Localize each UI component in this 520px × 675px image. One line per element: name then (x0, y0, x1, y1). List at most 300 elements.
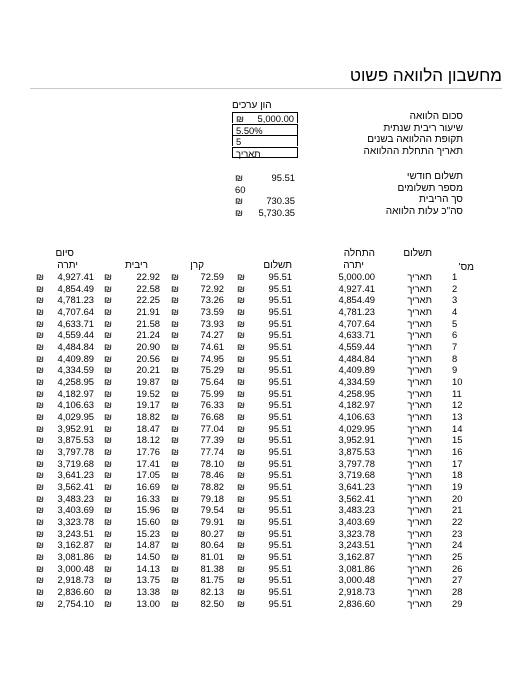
shekel-symbol: ₪ (36, 492, 44, 504)
principal-amount: 72.92 (200, 282, 224, 294)
interest-amount: 19.87 (136, 376, 160, 388)
payment-amount: 95.51 (268, 504, 292, 516)
principal-amount: 82.13 (200, 586, 224, 598)
principal-amount: 73.59 (200, 306, 224, 317)
payment-amount: 95.51 (268, 329, 292, 341)
shekel-symbol: ₪ (171, 457, 179, 469)
start-balance: 3,243.51 (338, 539, 375, 551)
field-value-box[interactable] (232, 195, 298, 206)
shekel-symbol: ₪ (104, 504, 112, 516)
end-balance: 3,483.23 (57, 492, 94, 504)
shekel-symbol: ₪ (36, 317, 44, 329)
end-balance: 3,000.48 (57, 562, 94, 574)
principal-amount: 76.33 (200, 399, 224, 411)
shekel-symbol: ₪ (36, 411, 44, 423)
shekel-symbol: ₪ (36, 271, 44, 282)
shekel-symbol: ₪ (237, 329, 245, 341)
title-divider (30, 88, 502, 89)
header-payment-date: תשלום (403, 248, 432, 259)
payment-amount: 95.51 (268, 411, 292, 423)
start-balance: 3,162.87 (338, 551, 375, 563)
row-number: 6 (452, 329, 458, 341)
interest-amount: 13.00 (136, 597, 160, 609)
table-row (0, 411, 520, 423)
payment-amount: 95.51 (268, 551, 292, 563)
shekel-symbol: ₪ (171, 376, 179, 388)
shekel-symbol: ₪ (237, 492, 245, 504)
end-balance: 4,029.95 (57, 411, 94, 423)
start-balance: 3,323.78 (338, 527, 375, 539)
row-number: 3 (452, 294, 458, 306)
shekel-symbol: ₪ (235, 172, 243, 183)
shekel-symbol: ₪ (36, 469, 44, 481)
shekel-symbol: ₪ (104, 446, 112, 458)
shekel-symbol: ₪ (237, 364, 245, 376)
interest-amount: 17.76 (136, 446, 160, 458)
payment-amount: 95.51 (268, 492, 292, 504)
row-number: 22 (452, 516, 463, 528)
table-row (0, 563, 520, 575)
table-row (0, 423, 520, 435)
payment-amount: 95.51 (268, 352, 292, 364)
start-balance: 3,483.23 (338, 504, 375, 516)
start-balance: 3,641.23 (338, 481, 375, 493)
payment-date: תאריך (407, 294, 432, 306)
header-principal: קרן (190, 260, 204, 271)
header-end-balance-line2: יתרה (57, 260, 78, 271)
shekel-symbol: ₪ (36, 516, 44, 528)
shekel-symbol: ₪ (36, 527, 44, 539)
shekel-symbol: ₪ (36, 341, 44, 353)
shekel-symbol: ₪ (104, 434, 112, 446)
shekel-symbol: ₪ (171, 469, 179, 481)
shekel-symbol: ₪ (237, 551, 245, 563)
payment-amount: 95.51 (268, 481, 292, 493)
payment-amount: 95.51 (268, 282, 292, 294)
shekel-symbol: ₪ (237, 317, 245, 329)
shekel-symbol: ₪ (104, 306, 112, 317)
payment-date: תאריך (407, 434, 432, 446)
shekel-symbol: ₪ (237, 422, 245, 434)
interest-amount: 21.58 (136, 317, 160, 329)
shekel-symbol: ₪ (237, 562, 245, 574)
table-row (0, 376, 520, 388)
end-balance: 4,484.84 (57, 341, 94, 353)
shekel-symbol: ₪ (171, 387, 179, 399)
principal-amount: 79.54 (200, 504, 224, 516)
table-row (0, 574, 520, 586)
end-balance: 3,403.69 (57, 504, 94, 516)
shekel-symbol: ₪ (237, 597, 245, 609)
shekel-symbol: ₪ (104, 586, 112, 598)
row-number: 26 (452, 562, 463, 574)
end-balance: 4,854.49 (57, 282, 94, 294)
field-value-box[interactable] (232, 172, 298, 183)
payment-amount: 95.51 (268, 341, 292, 353)
field-value-box[interactable] (232, 112, 298, 123)
shekel-symbol: ₪ (104, 399, 112, 411)
principal-amount: 80.27 (200, 527, 224, 539)
shekel-symbol: ₪ (36, 481, 44, 493)
payment-date: תאריך (407, 411, 432, 423)
row-number: 28 (452, 586, 463, 598)
interest-amount: 17.05 (136, 469, 160, 481)
shekel-symbol: ₪ (104, 562, 112, 574)
field-value: 730.35 (266, 195, 295, 206)
interest-amount: 20.21 (136, 364, 160, 376)
shekel-symbol: ₪ (36, 306, 44, 317)
row-number: 2 (452, 282, 458, 294)
shekel-symbol: ₪ (104, 481, 112, 493)
shekel-symbol: ₪ (104, 574, 112, 586)
shekel-symbol: ₪ (104, 516, 112, 528)
start-balance: 4,182.97 (338, 399, 375, 411)
shekel-symbol: ₪ (237, 446, 245, 458)
start-balance: 4,927.41 (338, 282, 375, 294)
principal-amount: 75.99 (200, 387, 224, 399)
field-value-box[interactable] (232, 184, 298, 195)
payment-date: תאריך (407, 574, 432, 586)
shekel-symbol: ₪ (237, 282, 245, 294)
payment-amount: 95.51 (268, 562, 292, 574)
shekel-symbol: ₪ (104, 352, 112, 364)
field-label: תקופת ההלוואה בשנים (367, 134, 463, 145)
shekel-symbol: ₪ (237, 294, 245, 306)
shekel-symbol: ₪ (36, 586, 44, 598)
payment-date: תאריך (407, 539, 432, 551)
table-row (0, 283, 520, 295)
shekel-symbol: ₪ (36, 574, 44, 586)
table-row (0, 481, 520, 493)
end-balance: 2,836.60 (57, 586, 94, 598)
header-payment: תשלום (263, 260, 292, 271)
shekel-symbol: ₪ (237, 516, 245, 528)
shekel-symbol: ₪ (36, 562, 44, 574)
field-label: סך הריבית (419, 194, 463, 205)
shekel-symbol: ₪ (171, 282, 179, 294)
payment-amount: 95.51 (268, 376, 292, 388)
row-number: 12 (452, 399, 463, 411)
interest-amount: 20.56 (136, 352, 160, 364)
table-row (0, 271, 520, 283)
table-row (0, 493, 520, 505)
payment-date: תאריך (407, 364, 432, 376)
shekel-symbol: ₪ (104, 422, 112, 434)
row-number: 14 (452, 422, 463, 434)
interest-amount: 13.38 (136, 586, 160, 598)
field-label: סה"כ עלות הלוואה (385, 205, 463, 217)
shekel-symbol: ₪ (171, 492, 179, 504)
table-row (0, 364, 520, 376)
shekel-symbol: ₪ (36, 434, 44, 446)
payment-amount: 95.51 (268, 306, 292, 317)
end-balance: 4,409.89 (57, 352, 94, 364)
interest-amount: 14.87 (136, 539, 160, 551)
shekel-symbol: ₪ (237, 306, 245, 317)
row-number: 25 (452, 551, 463, 563)
interest-amount: 15.60 (136, 516, 160, 528)
row-number: 8 (452, 352, 458, 364)
shekel-symbol: ₪ (36, 352, 44, 364)
shekel-symbol: ₪ (171, 504, 179, 516)
shekel-symbol: ₪ (104, 294, 112, 306)
end-balance: 4,633.71 (57, 317, 94, 329)
shekel-symbol: ₪ (171, 364, 179, 376)
end-balance: 4,182.97 (57, 387, 94, 399)
table-row (0, 388, 520, 400)
end-balance: 4,106.63 (57, 399, 94, 411)
end-balance: 3,243.51 (57, 527, 94, 539)
payment-amount: 95.51 (268, 422, 292, 434)
field-value-box[interactable] (232, 147, 298, 158)
payment-amount: 95.51 (268, 446, 292, 458)
shekel-symbol: ₪ (237, 469, 245, 481)
payment-date: תאריך (407, 352, 432, 364)
end-balance: 2,918.73 (57, 574, 94, 586)
payment-amount: 95.51 (268, 399, 292, 411)
table-row (0, 586, 520, 598)
start-balance: 4,106.63 (338, 411, 375, 423)
start-balance: 3,403.69 (338, 516, 375, 528)
shekel-symbol: ₪ (171, 481, 179, 493)
end-balance: 3,797.78 (57, 446, 94, 458)
principal-amount: 81.01 (200, 551, 224, 563)
shekel-symbol: ₪ (237, 387, 245, 399)
header-end-balance-line1: סיום (55, 248, 74, 259)
header-num: מס' (458, 262, 474, 273)
field-value: 5 (236, 136, 242, 147)
interest-amount: 13.75 (136, 574, 160, 586)
payment-date: תאריך (407, 481, 432, 493)
shekel-symbol: ₪ (171, 562, 179, 574)
end-balance: 3,081.86 (57, 551, 94, 563)
row-number: 4 (452, 306, 458, 317)
row-number: 21 (452, 504, 463, 516)
shekel-symbol: ₪ (36, 282, 44, 294)
payment-date: תאריך (407, 586, 432, 598)
row-number: 13 (452, 411, 463, 423)
start-balance: 3,719.68 (338, 469, 375, 481)
payment-date: תאריך (407, 399, 432, 411)
principal-amount: 73.93 (200, 317, 224, 329)
shekel-symbol: ₪ (36, 376, 44, 388)
payment-date: תאריך (407, 597, 432, 609)
payment-date: תאריך (407, 387, 432, 399)
shekel-symbol: ₪ (237, 341, 245, 353)
field-label: תשלום חודשי (406, 171, 463, 182)
interest-amount: 14.13 (136, 562, 160, 574)
shekel-symbol: ₪ (36, 457, 44, 469)
interest-amount: 15.96 (136, 504, 160, 516)
shekel-symbol: ₪ (171, 574, 179, 586)
shekel-symbol: ₪ (104, 551, 112, 563)
principal-amount: 74.95 (200, 352, 224, 364)
interest-amount: 16.69 (136, 481, 160, 493)
row-number: 7 (452, 341, 458, 353)
assets-heading: הון ערכים (232, 100, 272, 111)
field-label: שיעור ריבית שנתית (383, 122, 463, 134)
shekel-symbol: ₪ (237, 539, 245, 551)
principal-amount: 72.59 (200, 271, 224, 282)
row-number: 5 (452, 317, 458, 329)
payment-date: תאריך (407, 317, 432, 329)
shekel-symbol: ₪ (171, 597, 179, 609)
row-number: 24 (452, 539, 463, 551)
payment-date: תאריך (407, 562, 432, 574)
shekel-symbol: ₪ (171, 294, 179, 306)
field-value-box[interactable] (232, 135, 298, 146)
start-balance: 4,854.49 (338, 294, 375, 306)
end-balance: 3,641.23 (57, 469, 94, 481)
row-number: 29 (452, 597, 463, 609)
principal-amount: 78.82 (200, 481, 224, 493)
end-balance: 3,875.53 (57, 434, 94, 446)
shekel-symbol: ₪ (36, 551, 44, 563)
start-balance: 2,836.60 (338, 597, 375, 609)
shekel-symbol: ₪ (237, 271, 245, 282)
payment-amount: 95.51 (268, 294, 292, 306)
shekel-symbol: ₪ (36, 597, 44, 609)
shekel-symbol: ₪ (237, 411, 245, 423)
start-balance: 5,000.00 (338, 271, 375, 282)
start-balance: 3,875.53 (338, 446, 375, 458)
header-start-balance-line2: יתרה (343, 260, 364, 271)
shekel-symbol: ₪ (237, 399, 245, 411)
shekel-symbol: ₪ (235, 195, 243, 206)
payment-date: תאריך (407, 376, 432, 388)
field-label: מספר תשלומים (397, 182, 463, 194)
shekel-symbol: ₪ (104, 539, 112, 551)
start-balance: 4,781.23 (338, 306, 375, 317)
shekel-symbol: ₪ (235, 206, 243, 218)
table-row (0, 446, 520, 458)
shekel-symbol: ₪ (104, 317, 112, 329)
row-number: 9 (452, 364, 458, 376)
shekel-symbol: ₪ (171, 317, 179, 329)
payment-date: תאריך (407, 516, 432, 528)
shekel-symbol: ₪ (237, 457, 245, 469)
end-balance: 3,323.78 (57, 516, 94, 528)
payment-date: תאריך (407, 492, 432, 504)
shekel-symbol: ₪ (36, 364, 44, 376)
table-row (0, 294, 520, 306)
table-row (0, 528, 520, 540)
field-value-box[interactable] (232, 207, 298, 218)
shekel-symbol: ₪ (104, 492, 112, 504)
row-number: 11 (452, 387, 462, 399)
shekel-symbol: ₪ (36, 294, 44, 306)
row-number: 15 (452, 434, 463, 446)
shekel-symbol: ₪ (237, 574, 245, 586)
end-balance: 4,559.44 (57, 329, 94, 341)
start-balance: 3,000.48 (338, 574, 375, 586)
shekel-symbol: ₪ (104, 457, 112, 469)
shekel-symbol: ₪ (171, 446, 179, 458)
field-value-box[interactable] (232, 124, 298, 135)
principal-amount: 74.61 (200, 341, 224, 353)
shekel-symbol: ₪ (104, 597, 112, 609)
shekel-symbol: ₪ (171, 306, 179, 317)
row-number: 20 (452, 492, 463, 504)
header-start-balance-line1: התחלה (343, 248, 375, 259)
shekel-symbol: ₪ (237, 376, 245, 388)
shekel-symbol: ₪ (36, 539, 44, 551)
field-value: 5,730.35 (258, 206, 295, 218)
shekel-symbol: ₪ (104, 387, 112, 399)
table-row (0, 516, 520, 528)
shekel-symbol: ₪ (104, 341, 112, 353)
interest-amount: 22.92 (136, 271, 160, 282)
principal-amount: 75.64 (200, 376, 224, 388)
start-balance: 4,334.59 (338, 376, 375, 388)
shekel-symbol: ₪ (237, 586, 245, 598)
field-label: סכום הלוואה (409, 111, 463, 122)
principal-amount: 81.75 (200, 574, 224, 586)
payment-date: תאריך (407, 446, 432, 458)
shekel-symbol: ₪ (171, 341, 179, 353)
row-number: 27 (452, 574, 463, 586)
field-label: תאריך התחלת ההלוואה (363, 145, 463, 157)
field-value: 5.50% (236, 124, 263, 136)
shekel-symbol: ₪ (36, 329, 44, 341)
shekel-symbol: ₪ (171, 527, 179, 539)
principal-amount: 77.04 (200, 422, 224, 434)
field-value: 5,000.00 (257, 113, 294, 124)
principal-amount: 79.18 (200, 492, 224, 504)
table-row (0, 353, 520, 365)
principal-amount: 79.91 (200, 516, 224, 528)
payment-date: תאריך (407, 504, 432, 516)
shekel-symbol: ₪ (237, 352, 245, 364)
payment-date: תאריך (407, 527, 432, 539)
interest-amount: 15.23 (136, 527, 160, 539)
payment-date: תאריך (407, 271, 432, 282)
payment-amount: 95.51 (268, 317, 292, 329)
table-row (0, 551, 520, 563)
start-balance: 4,707.64 (338, 317, 375, 329)
start-balance: 3,797.78 (338, 457, 375, 469)
field-value: תאריך (236, 147, 261, 159)
principal-amount: 74.27 (200, 329, 224, 341)
shekel-symbol: ₪ (104, 364, 112, 376)
principal-amount: 77.74 (200, 446, 224, 458)
row-number: 16 (452, 446, 463, 458)
payment-date: תאריך (407, 306, 432, 317)
start-balance: 4,409.89 (338, 364, 375, 376)
table-row (0, 329, 520, 341)
start-balance: 4,484.84 (338, 352, 375, 364)
shekel-symbol: ₪ (171, 539, 179, 551)
shekel-symbol: ₪ (237, 481, 245, 493)
payment-amount: 95.51 (268, 574, 292, 586)
payment-date: תאריך (407, 282, 432, 294)
table-row (0, 469, 520, 481)
row-number: 1 (452, 271, 458, 282)
row-number: 19 (452, 481, 463, 493)
end-balance: 2,754.10 (57, 597, 94, 609)
row-number: 17 (452, 457, 463, 469)
payment-amount: 95.51 (268, 586, 292, 598)
interest-amount: 22.25 (136, 294, 160, 306)
principal-amount: 73.26 (200, 294, 224, 306)
principal-amount: 81.38 (200, 562, 224, 574)
principal-amount: 78.46 (200, 469, 224, 481)
shekel-symbol: ₪ (171, 422, 179, 434)
payment-date: תאריך (407, 551, 432, 563)
payment-amount: 95.51 (268, 457, 292, 469)
table-row (0, 504, 520, 516)
start-balance: 3,081.86 (338, 562, 375, 574)
